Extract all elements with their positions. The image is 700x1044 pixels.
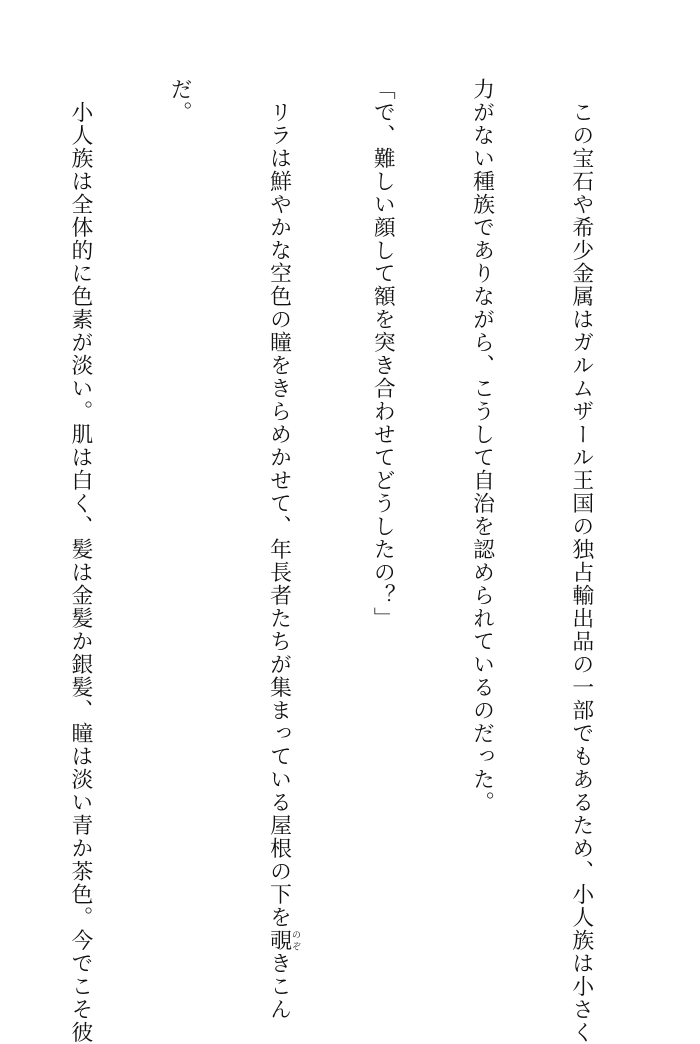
text-line: この宝石や希少金属はガルムザール王国の独占輸出品の一部でもあるため、小人族は小さく (568, 78, 594, 1044)
ruby-annotation (266, 929, 300, 952)
text-line-tail: きこん (266, 952, 292, 1021)
text-line-body: リラは鮮やかな空色の瞳をきらめかせて、年長者たちが集まっている屋根の下を (266, 78, 292, 929)
vertical-text-block (0, 78, 664, 1044)
text-line: 力がない種族でありながら、こうして自治を認められているのだった。 (469, 78, 495, 814)
text-line: 「で、難しい顔して額を突き合わせてどうしたの？」 (370, 78, 396, 630)
ruby-reading: のぞ (289, 929, 300, 952)
text-line: だ。 (167, 78, 193, 124)
ruby-base: 覗 (266, 929, 292, 952)
text-line-with-ruby (262, 78, 300, 1021)
text-line: 小人族は全体的に色素が淡い。肌は白く、髪は金髪か銀髪、瞳は淡い青か茶色。今でこそ彼 (67, 78, 93, 1044)
